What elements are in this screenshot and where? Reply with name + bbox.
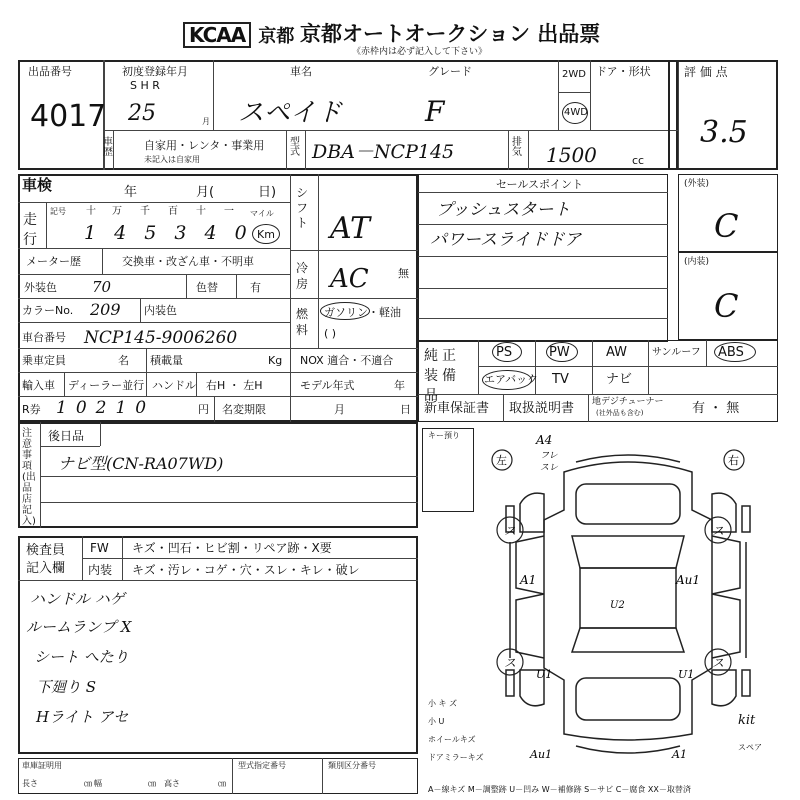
- displacement-value: 1500: [546, 143, 597, 167]
- history-options: 自家用・レンタ・事業用: [144, 139, 265, 152]
- footer-height-cm: ㎝: [218, 779, 226, 788]
- digit-unit-4: 十: [196, 206, 206, 217]
- model-value: DBA－NCP145: [312, 141, 455, 163]
- history-label: 車歴: [103, 137, 113, 158]
- model-year-label: モデル年式: [300, 379, 355, 392]
- car-diagram: [480, 433, 776, 762]
- reg-year: 25: [128, 101, 156, 126]
- inspector-line-5: Hライト アセ: [36, 708, 129, 726]
- mileage-value: 1 4 5 3 4 0: [84, 222, 253, 244]
- sales-line-1: プッシュスタート: [436, 200, 571, 220]
- rating-value: 3.5: [700, 115, 748, 150]
- digit-unit-3: 百: [168, 206, 178, 217]
- equip-aw: AW: [606, 345, 628, 360]
- inspector-int-label: 内装: [88, 563, 113, 577]
- shaken-label: 車検: [22, 176, 53, 194]
- ac-value: AC: [330, 264, 369, 294]
- damage-label-sure: スレ: [540, 463, 559, 473]
- grade-label: グレード: [428, 65, 472, 78]
- meter-label: メーター歴: [26, 255, 81, 268]
- expiry-day: 日: [400, 403, 411, 416]
- expiry-month: 月: [334, 403, 345, 416]
- inspector-fw-label: FW: [90, 541, 109, 555]
- dealer-label: ディーラー並行: [68, 379, 145, 392]
- color-no-label: カラーNo.: [22, 304, 74, 317]
- era-label: S H R: [130, 79, 160, 92]
- inspector-int-items: キズ・汚レ・コゲ・穴・スレ・キレ・破レ: [132, 563, 360, 577]
- damage-label-a1-rear: A1: [672, 748, 687, 761]
- legend-wheel-scratch: ホイールキズ: [428, 735, 476, 744]
- meter-options: 交換車・改ざん車・不明車: [122, 255, 254, 268]
- footer-type-label: 型式指定番号: [238, 761, 286, 770]
- inspector-fw-items: キズ・凹石・ヒビ割・リペア跡・X要: [132, 541, 332, 555]
- load-label: 積載量: [150, 354, 183, 367]
- damage-label-s2: ス: [712, 524, 725, 538]
- equip-sunroof: サンルーフ: [652, 347, 701, 358]
- sales-header: セールスポイント: [496, 178, 584, 191]
- frame-value: NCP145-9006260: [84, 328, 238, 348]
- digit-unit-0: 十: [86, 206, 96, 217]
- interior-grade-label: (内装): [684, 257, 710, 267]
- digit-unit-5: 一: [224, 206, 234, 217]
- damage-label-au1-rear: Au1: [530, 748, 553, 761]
- drive-2wd: 2WD: [562, 69, 586, 80]
- damage-label-a4: A4: [536, 433, 553, 447]
- notes-date-label: 後日品: [48, 429, 85, 443]
- capacity-unit: 名: [118, 354, 129, 367]
- shift-label: シフト: [296, 186, 309, 230]
- inspector-label: 検査員記入欄: [26, 543, 66, 576]
- damage-label-s3: ス: [504, 656, 517, 670]
- mile-label: マイル: [250, 209, 274, 218]
- carname-value: スペイド: [238, 98, 343, 128]
- rating-label: 評 価 点: [684, 65, 728, 79]
- sales-line-2: パワースライドドア: [430, 230, 582, 250]
- capacity-label: 乗車定員: [22, 354, 66, 367]
- footer-width-label: 幅: [94, 779, 102, 788]
- equip-navi: ナビ: [606, 372, 633, 387]
- damage-label-au1-right: Au1: [676, 573, 701, 587]
- equip-ps: PS: [496, 345, 513, 360]
- damage-label-u1-left: U1: [536, 668, 553, 681]
- footer-length-cm: ㎝: [84, 779, 92, 788]
- nox-label: NOX 適合・不適合: [300, 354, 394, 367]
- logo-city: 京都: [258, 26, 295, 47]
- int-color-label: 内装色: [144, 304, 177, 317]
- fuel-label: 燃料: [296, 307, 309, 337]
- damage-label-s1: ス: [504, 524, 517, 538]
- equip-tuner-value: 有 ・ 無: [692, 401, 740, 416]
- equip-tuner-note: (社外品も含む): [596, 409, 644, 417]
- load-unit: Kg: [268, 354, 283, 367]
- equip-tuner: 地デジチューナー: [592, 397, 664, 407]
- footer-height-label: 高さ: [164, 779, 180, 788]
- recycle-value: 10210: [56, 398, 156, 418]
- footer-legend: A－線キズ M－調整跡 U－凹み W－補修跡 S－サビ C－腐食 XX－取替済: [428, 785, 691, 794]
- spare-label: スペア: [738, 743, 762, 752]
- ac-label: 冷房: [296, 261, 309, 291]
- footer-class-label: 類別区分番号: [328, 761, 376, 770]
- ext-color-label: 外装色: [24, 281, 57, 294]
- import-label: 輸入車: [22, 379, 55, 392]
- cc-label: cc: [632, 154, 645, 167]
- equip-warranty: 新車保証書: [424, 401, 490, 416]
- equip-abs: ABS: [718, 345, 744, 360]
- page-title: 京都オートオークション 出品票: [300, 22, 601, 46]
- digit-unit-2: 千: [140, 206, 150, 217]
- left-mark: 左: [496, 454, 507, 467]
- right-mark: 右: [728, 454, 739, 467]
- color-change-value: 有: [250, 281, 261, 294]
- month-suffix: 月: [202, 117, 210, 126]
- damage-label-a1-left: A1: [520, 573, 537, 587]
- inspector-line-1: ハンドル ハゲ: [30, 590, 125, 608]
- handle-label: ハンドル: [152, 379, 196, 392]
- inspector-line-3: シート へたり: [34, 648, 129, 666]
- footer-width-cm: ㎝: [148, 779, 156, 788]
- ext-color-value: 70: [92, 278, 112, 296]
- frame-label: 車台番号: [22, 331, 66, 344]
- damage-label-u2: U2: [610, 600, 625, 611]
- kit-label: kit: [738, 713, 756, 728]
- equipment-label: 純正装備品: [424, 348, 460, 404]
- km-label: Km: [257, 228, 275, 241]
- reg-label: 初度登録年月: [122, 65, 188, 78]
- footer-proof-label: 車庫証明用: [22, 761, 62, 770]
- ac-none: 無: [398, 267, 409, 280]
- equip-pw: PW: [549, 345, 570, 360]
- notes-side-label: 注意事項(出品店記入): [22, 428, 36, 527]
- lot-label: 出品番号: [28, 65, 72, 78]
- yen-label: 円: [198, 403, 209, 416]
- damage-label-s4: ス: [712, 656, 725, 670]
- key-box: [422, 428, 474, 512]
- displacement-label: 排気: [512, 137, 522, 158]
- damage-label-fure: フレ: [540, 451, 558, 461]
- legend-mirror-scratch: ドアミラーキズ: [428, 753, 484, 762]
- footer-length-label: 長さ: [22, 779, 38, 788]
- key-label: キー預り: [428, 431, 460, 440]
- fuel-paren: ( ): [324, 327, 337, 340]
- fuel-options: ガソリン・軽油: [324, 306, 401, 319]
- recycle-expiry-label: 名変期限: [222, 403, 266, 416]
- handle-options: 右H ・ 左H: [206, 379, 263, 392]
- shaken-year: 年: [124, 185, 138, 200]
- legend-small-scratch: 小 キ ズ: [428, 699, 458, 708]
- drive-4wd: 4WD: [564, 107, 588, 118]
- color-change-label: 色替: [196, 281, 218, 294]
- model-year-unit: 年: [394, 379, 405, 392]
- exterior-grade-label: (外装): [684, 179, 710, 189]
- color-no-value: 209: [90, 300, 121, 319]
- door-label: ドア・形状: [596, 65, 651, 78]
- lot-number: 4017: [30, 99, 107, 134]
- shaken-month: 月(: [196, 185, 215, 200]
- equip-tv: TV: [552, 372, 569, 387]
- carname-label: 車名: [290, 65, 312, 78]
- equip-manual: 取扱説明書: [509, 401, 575, 416]
- equip-airbag: エアバック: [484, 373, 539, 386]
- shift-value: AT: [330, 211, 371, 246]
- grade-value: F: [425, 95, 445, 128]
- shaken-day: 日): [258, 185, 277, 200]
- history-note: 未記入は自家用: [144, 155, 200, 164]
- inspector-line-4: 下廻り S: [36, 678, 97, 696]
- digit-unit-1: 万: [112, 206, 122, 217]
- mileage-note: 記号: [50, 207, 66, 216]
- recycle-label: R券: [22, 403, 41, 416]
- damage-label-u1-right: U1: [678, 668, 695, 681]
- exterior-grade-value: C: [714, 207, 739, 245]
- inspector-line-2: ルームランプ X: [26, 618, 132, 636]
- notes-value: ナビ型(CN-RA07WD): [58, 454, 224, 473]
- model-label: 型式: [290, 137, 300, 158]
- mileage-label: 走行: [23, 212, 37, 248]
- logo: [183, 22, 294, 48]
- interior-grade-value: C: [714, 287, 739, 325]
- header-note: 《赤枠内は必ず記入して下さい》: [352, 47, 488, 57]
- logo-text: KCAA: [183, 22, 251, 48]
- legend-small-dent: 小 U: [428, 717, 445, 726]
